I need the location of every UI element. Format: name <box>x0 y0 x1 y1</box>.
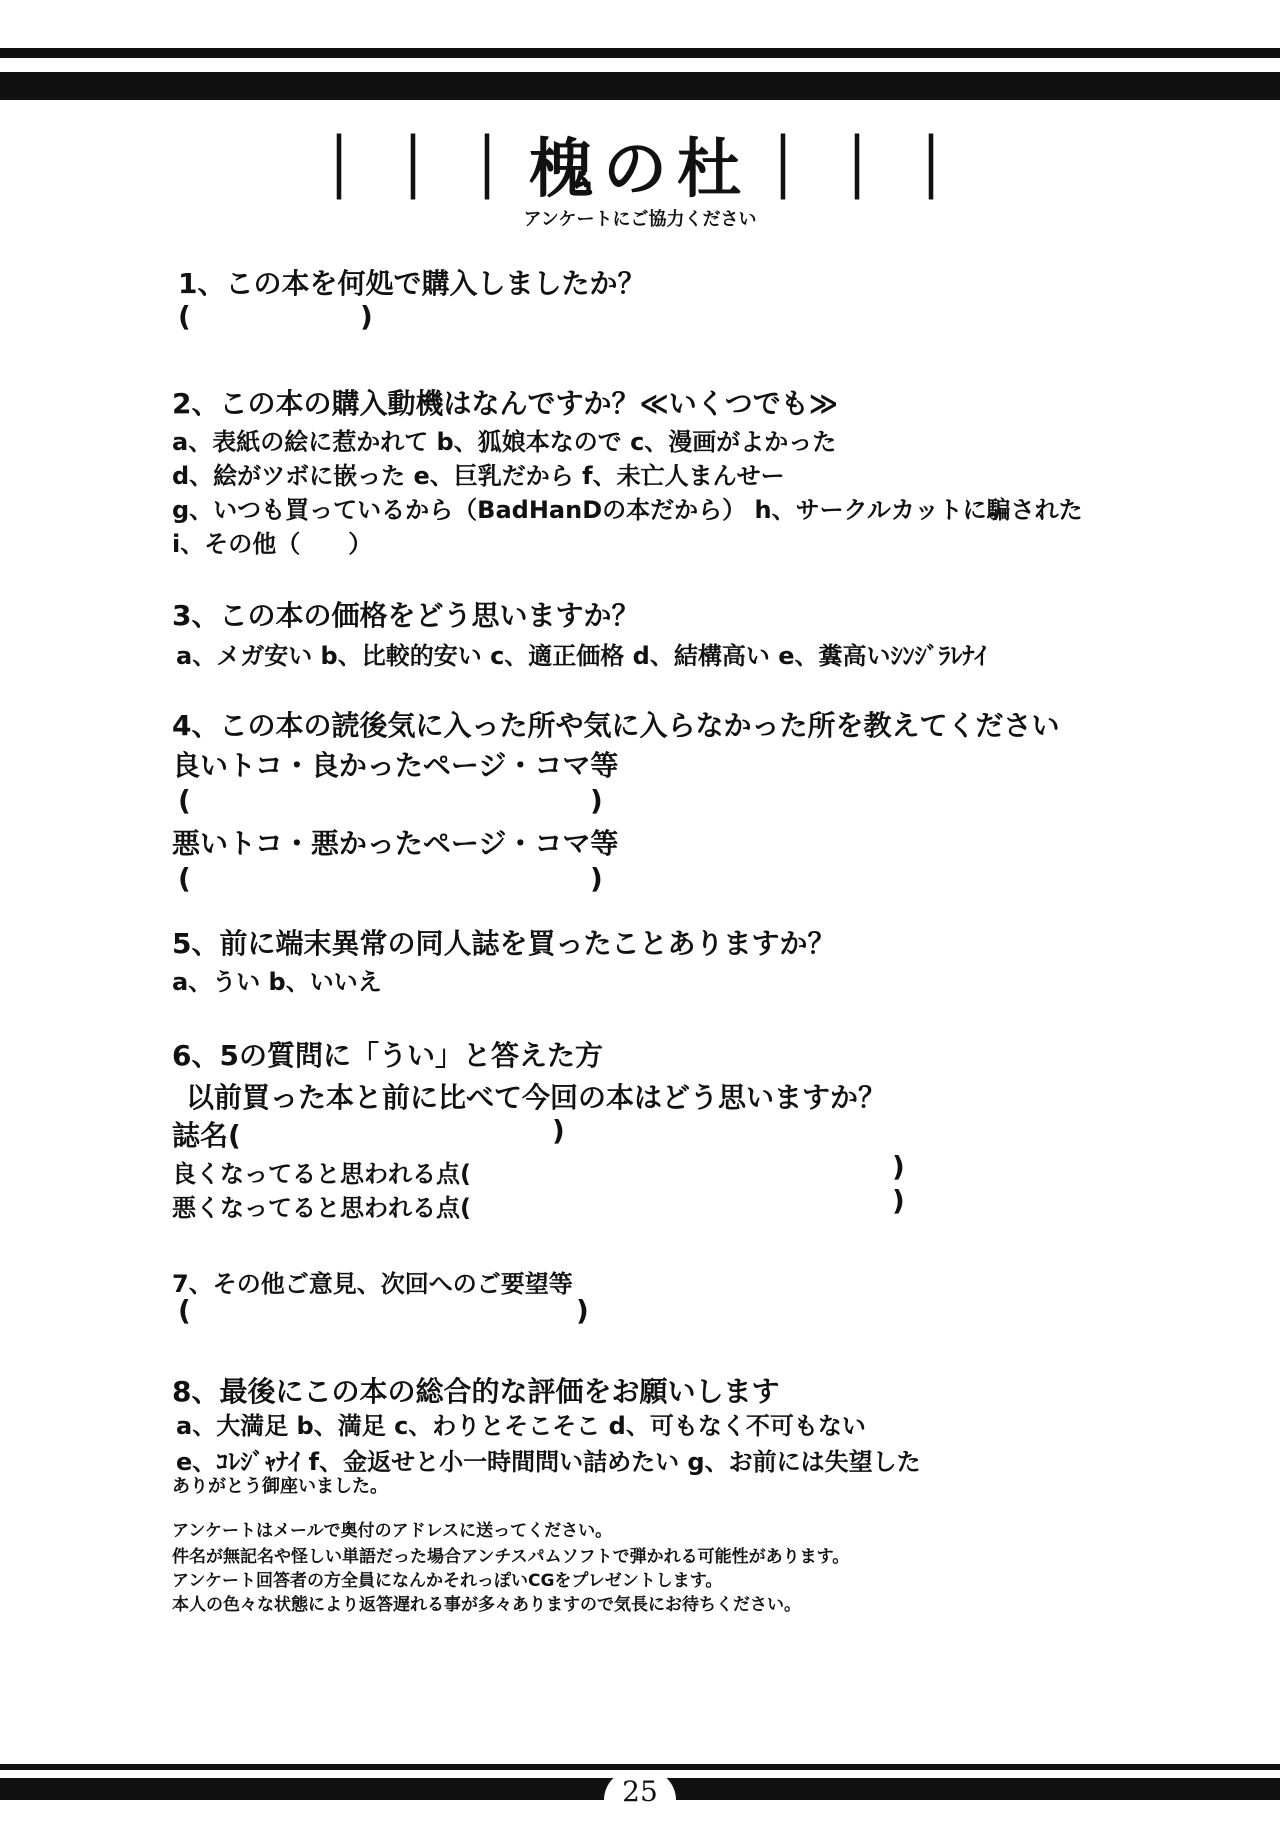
answer-6-name-close: ) <box>552 1114 565 1147</box>
answer-4-bad-close: ) <box>590 862 603 895</box>
question-3-options: a、メガ安い b、比較的安い c、適正価格 d、結構高い e、糞高いｼﾝｼﾞﾗﾚﾅｲ <box>176 642 987 670</box>
top-rule-thick <box>0 72 1280 100</box>
question-4-good-label: 良いトコ・良かったページ・コマ等 <box>172 749 619 782</box>
answer-6-bad-close: ) <box>892 1184 905 1217</box>
question-6-name-label: 誌名( <box>172 1119 241 1152</box>
question-6-bad-label: 悪くなってると思われる点( <box>172 1194 471 1222</box>
answer-1-open: ( <box>178 300 191 333</box>
question-3: 3、この本の価格をどう思いますか？ <box>172 599 640 632</box>
question-4: 4、この本の読後気に入った所や気に入らなかった所を教えてください <box>172 709 1060 742</box>
note-line: アンケートはメールで奥付のアドレスに送ってください。 <box>172 1521 613 1541</box>
answer-7-open: ( <box>178 1294 191 1327</box>
note-line: 本人の色々な状態により返答遅れる事が多々ありますので気長にお待ちください。 <box>172 1595 801 1615</box>
thanks-text: ありがとう御座いました。 <box>172 1476 388 1497</box>
top-rule-thin <box>0 48 1280 58</box>
note-line: アンケート回答者の方全員になんかそれっぽいCGをプレゼントします。 <box>172 1571 723 1591</box>
answer-4-good-open: ( <box>178 784 191 817</box>
question-8: 8、最後にこの本の総合的な評価をお願いします <box>172 1375 780 1408</box>
answer-7-close: ) <box>576 1294 589 1327</box>
question-6-sub: 以前買った本と前に比べて今回の本はどう思いますか？ <box>186 1081 887 1114</box>
question-2-option-line: g、いつも買っているから（BadHanDの本だから） h、サークルカットに騙された <box>172 496 1083 524</box>
question-6: 6、5の質問に「うい」と答えた方 <box>172 1039 603 1072</box>
question-2-option-line: a、表紙の絵に惹かれて b、狐娘本なので c、漫画がよかった <box>172 428 837 456</box>
question-8-options: a、大満足 b、満足 c、わりとそこそこ d、可もなく不可もない <box>176 1412 866 1440</box>
question-1: 1、この本を何処で購入しましたか？ <box>178 267 646 300</box>
question-2: 2、この本の購入動機はなんですか？≪いくつでも≫ <box>172 387 839 420</box>
answer-4-good-close: ) <box>590 784 603 817</box>
question-4-bad-label: 悪いトコ・悪かったページ・コマ等 <box>172 827 619 860</box>
page-subtitle: アンケートにご協力ください <box>523 209 757 230</box>
answer-4-bad-open: ( <box>178 862 191 895</box>
question-2-option-line: i、その他（ ） <box>172 530 373 558</box>
question-6-good-label: 良くなってると思われる点( <box>172 1160 471 1188</box>
answer-6-good-close: ) <box>892 1150 905 1183</box>
question-7: 7、その他ご意見、次回へのご要望等 <box>172 1270 573 1298</box>
question-2-option-line: d、絵がツボに嵌った e、巨乳だから f、未亡人まんせー <box>172 462 785 490</box>
page-number: 25 <box>604 1770 676 1810</box>
question-5-options: a、うい b、いいえ <box>172 968 382 996</box>
question-8-options: e、ｺﾚｼﾞｬﾅｲ f、金返せと小一時間問い詰めたい g、お前には失望した <box>176 1448 921 1476</box>
note-line: 件名が無記名や怪しい単語だった場合アンチスパムソフトで弾かれる可能性があります。 <box>172 1547 850 1567</box>
page-title: ｜｜｜槐の杜｜｜｜ <box>307 132 973 207</box>
question-5: 5、前に端末異常の同人誌を買ったことありますか？ <box>172 927 836 960</box>
answer-1-close: ) <box>360 300 373 333</box>
